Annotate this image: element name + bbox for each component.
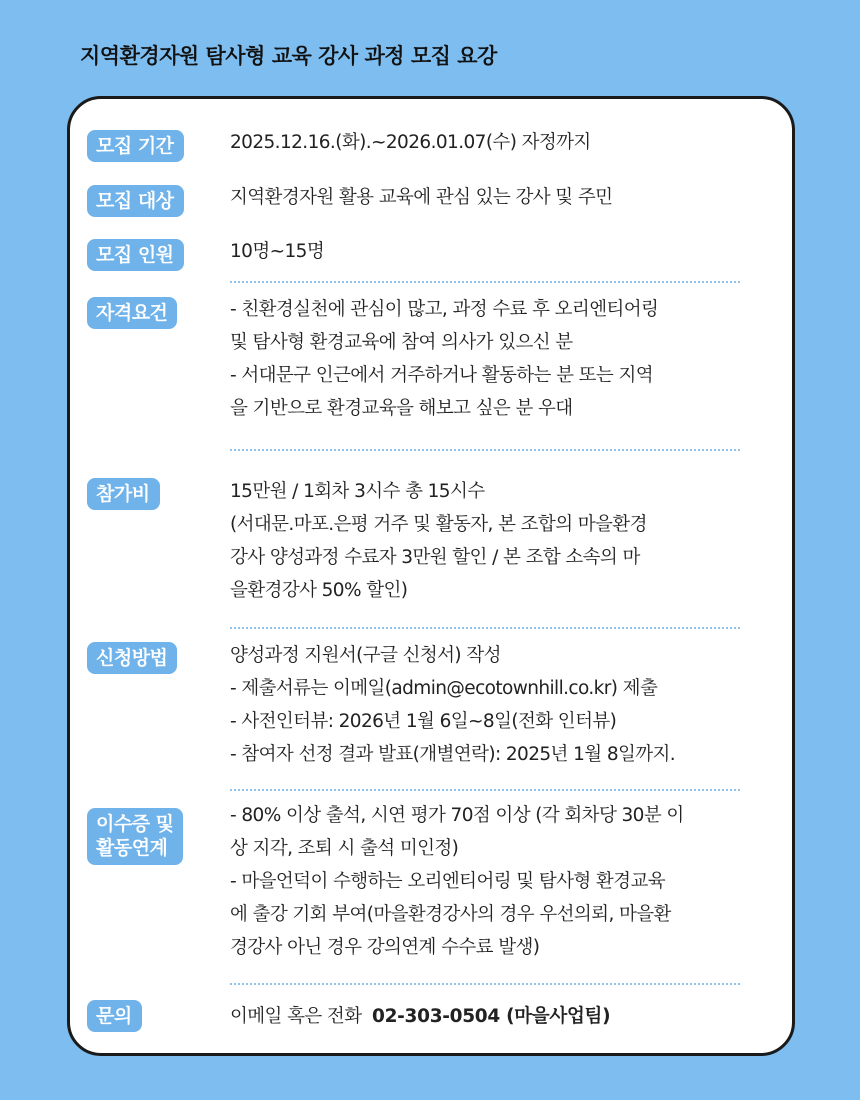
target-label: 모집 대상 xyxy=(87,185,184,217)
contact-label: 문의 xyxy=(87,1000,142,1032)
qualification-line: - 친환경실천에 관심이 많고, 과정 수료 후 오리엔티어링 xyxy=(230,299,659,320)
completion-line: 경강사 아닌 경우 강의연계 수수료 발생) xyxy=(230,937,540,958)
completion-value xyxy=(230,799,770,964)
headcount-label: 모집 인원 xyxy=(87,239,184,271)
period-label: 모집 기간 xyxy=(87,130,184,162)
apply-line: - 제출서류는 이메일(admin@ecotownhill.co.kr) 제출 xyxy=(230,678,658,699)
apply-line: - 사전인터뷰: 2026년 1월 6일~8일(전화 인터뷰) xyxy=(230,711,617,732)
completion-line: - 80% 이상 출석, 시연 평가 70점 이상 (각 회차당 30분 이 xyxy=(230,805,684,826)
apply-line: - 참여자 선정 결과 발표(개별연락): 2025년 1월 8일까지. xyxy=(230,744,676,765)
qualification-value xyxy=(230,293,770,425)
completion-line: 에 출강 기회 부여(마을환경강사의 경우 우선의뢰, 마을환 xyxy=(230,904,671,925)
completion-label xyxy=(87,808,183,865)
contact-phone: 02-303-0504 (마을사업팀) xyxy=(372,1006,611,1027)
period-value xyxy=(230,126,770,159)
fee-label: 참가비 xyxy=(87,478,160,510)
contact-value xyxy=(230,1000,770,1033)
page-title: 지역환경자원 탐사형 교육 강사 과정 모집 요강 xyxy=(80,44,497,68)
fee-value xyxy=(230,475,770,607)
target-text: 지역환경자원 활용 교육에 관심 있는 강사 및 주민 xyxy=(230,187,613,208)
completion-line: 상 지각, 조퇴 시 출석 미인정) xyxy=(230,838,459,859)
qualification-line: 을 기반으로 환경교육을 해보고 싶은 분 우대 xyxy=(230,398,573,419)
divider xyxy=(230,281,740,283)
apply-line: 양성과정 지원서(구글 신청서) 작성 xyxy=(230,645,501,666)
apply-value xyxy=(230,639,770,771)
contact-prefix: 이메일 혹은 전화 xyxy=(230,1006,362,1027)
target-value xyxy=(230,181,770,214)
recruitment-card xyxy=(67,96,795,1056)
headcount-value xyxy=(230,235,770,268)
qualification-label: 자격요건 xyxy=(87,297,177,329)
apply-label: 신청방법 xyxy=(87,642,177,674)
divider xyxy=(230,789,740,791)
fee-line: 을환경강사 50% 할인) xyxy=(230,580,408,601)
period-text: 2025.12.16.(화).~2026.01.07(수) 자정까지 xyxy=(230,132,591,153)
headcount-text: 10명~15명 xyxy=(230,241,325,262)
fee-line: 15만원 / 1회차 3시수 총 15시수 xyxy=(230,481,485,502)
qualification-line: - 서대문구 인근에서 거주하거나 활동하는 분 또는 지역 xyxy=(230,365,654,386)
completion-line: - 마을언덕이 수행하는 오리엔티어링 및 탐사형 환경교육 xyxy=(230,871,665,892)
completion-label-line: 활동연계 xyxy=(96,837,168,859)
completion-label-line: 이수증 및 xyxy=(96,813,174,835)
qualification-line: 및 탐사형 환경교육에 참여 의사가 있으신 분 xyxy=(230,332,573,353)
fee-line: (서대문.마포.은평 거주 및 활동자, 본 조합의 마을환경 xyxy=(230,514,647,535)
fee-line: 강사 양성과정 수료자 3만원 할인 / 본 조합 소속의 마 xyxy=(230,547,640,568)
divider xyxy=(230,449,740,451)
divider xyxy=(230,627,740,629)
divider xyxy=(230,983,740,985)
